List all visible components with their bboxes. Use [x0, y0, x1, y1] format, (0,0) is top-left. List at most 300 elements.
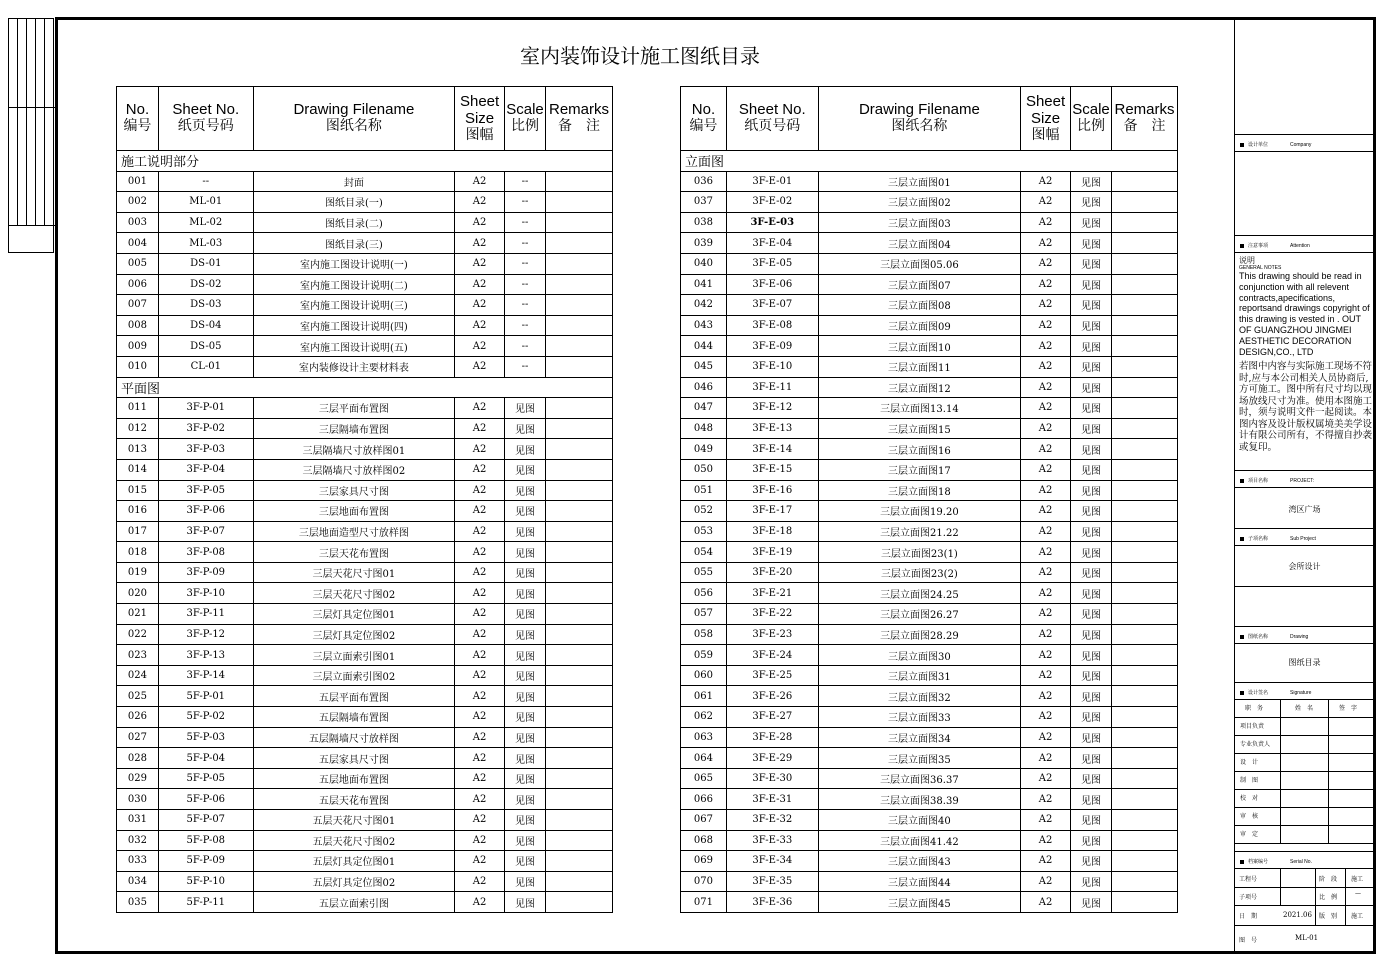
cell-size: A2 [455, 233, 505, 254]
table-row [117, 542, 613, 563]
cell-size: A2 [1021, 521, 1071, 542]
cell-remarks [1111, 336, 1177, 357]
cell-scale: 见图 [1071, 377, 1112, 398]
cell-size: A2 [455, 295, 505, 316]
cell-no: 025 [117, 686, 159, 707]
table-row [117, 871, 613, 892]
cell-remarks [546, 624, 613, 645]
cell-no: 001 [117, 171, 159, 192]
cell-no: 029 [117, 768, 159, 789]
cell-remarks [1111, 212, 1177, 233]
cell-size: A2 [455, 521, 505, 542]
table-row [681, 768, 1178, 789]
cell-scale: 见图 [1071, 439, 1112, 460]
drawing-no-label: 图 号 [1239, 937, 1258, 944]
table-row [117, 418, 613, 439]
cell-sheet-no: 3F-E-35 [726, 871, 818, 892]
table-row [117, 892, 613, 913]
cell-remarks [1111, 686, 1177, 707]
cell-no: 027 [117, 727, 159, 748]
strip-bottom [9, 225, 55, 254]
cell-sheet-no: 5F-P-05 [158, 768, 253, 789]
cell-remarks [546, 336, 613, 357]
table-row [681, 871, 1178, 892]
cell-sheet-no: 5F-P-08 [158, 830, 253, 851]
cell-filename: 室内施工图设计说明(五) [253, 336, 454, 357]
cell-scale: 见图 [1071, 253, 1112, 274]
cell-sheet-no: 3F-E-02 [726, 192, 818, 213]
cell-remarks [546, 480, 613, 501]
cell-filename: 三层立面图35 [818, 748, 1020, 769]
cell-sheet-no: 3F-E-03 [726, 212, 818, 233]
signature-role-row [1235, 790, 1374, 808]
cell-size: A2 [1021, 233, 1071, 254]
cell-scale: 见图 [505, 871, 546, 892]
cell-filename: 五层隔墙布置图 [253, 707, 454, 728]
cell-remarks [546, 727, 613, 748]
cell-sheet-no: 3F-P-07 [158, 521, 253, 542]
cell-sheet-no: DS-01 [158, 253, 253, 274]
cell-filename: 三层立面图11 [818, 356, 1020, 377]
cell-size: A2 [455, 748, 505, 769]
cell-size: A2 [455, 707, 505, 728]
cell-remarks [546, 645, 613, 666]
cell-size: A2 [1021, 542, 1071, 563]
table-row [681, 851, 1178, 872]
table-row [117, 274, 613, 295]
cell-sheet-no: DS-05 [158, 336, 253, 357]
cell-filename: 三层立面图04 [818, 233, 1020, 254]
cell-remarks [546, 542, 613, 563]
cell-remarks [546, 521, 613, 542]
cell-filename: 五层天花尺寸图02 [253, 830, 454, 851]
cell-no: 063 [681, 727, 727, 748]
cell-scale: 见图 [505, 727, 546, 748]
cell-scale: 见图 [1071, 212, 1112, 233]
cell-filename: 三层隔墙尺寸放样图02 [253, 459, 454, 480]
cell-filename: 三层立面图03 [818, 212, 1020, 233]
cell-filename: 三层立面图36.37 [818, 768, 1020, 789]
cell-scale: 见图 [1071, 830, 1112, 851]
cell-size: A2 [455, 810, 505, 831]
cell-filename: 三层立面图21.22 [818, 521, 1020, 542]
signature-role-label: 设 计 [1240, 759, 1259, 766]
signature-role-label: 校 对 [1240, 795, 1259, 802]
cell-no: 028 [117, 748, 159, 769]
cell-sheet-no: 3F-E-23 [726, 624, 818, 645]
signature-header [1235, 700, 1374, 718]
cell-sheet-no: 3F-P-08 [158, 542, 253, 563]
date-label: 日 期 [1239, 913, 1258, 920]
cell-size: A2 [1021, 562, 1071, 583]
table-row [117, 253, 613, 274]
cell-scale: 见图 [1071, 789, 1112, 810]
notes-text-zh: 若图中内容与实际施工现场不符时,应与本公司相关人员协商后,方可施工。图中所有尺寸均以现场放线尺寸为准。使用本图施工时，须与说明文件一起阅读。本图内容及设计版权属境美美学设计有限公司所有，不得擅自抄袭或复印。 [1239, 361, 1373, 453]
cell-filename: 三层立面图17 [818, 459, 1020, 480]
cell-scale: 见图 [505, 892, 546, 913]
cell-no: 041 [681, 274, 727, 295]
table-row [117, 356, 613, 377]
table-row [117, 727, 613, 748]
cell-sheet-no: DS-04 [158, 315, 253, 336]
table-row [117, 583, 613, 604]
edition-label: 版 别 [1319, 913, 1338, 920]
table-row [117, 398, 613, 419]
cell-remarks [1111, 295, 1177, 316]
cell-filename: 三层立面图43 [818, 851, 1020, 872]
table-row [681, 686, 1178, 707]
cell-sheet-no: 3F-E-19 [726, 542, 818, 563]
cell-no: 020 [117, 583, 159, 604]
table-row [681, 377, 1178, 398]
cell-remarks [546, 583, 613, 604]
cell-scale: 见图 [505, 748, 546, 769]
cell-scale: 见图 [1071, 604, 1112, 625]
cell-no: 066 [681, 789, 727, 810]
cell-size: A2 [455, 851, 505, 872]
cell-filename: 三层立面图15 [818, 418, 1020, 439]
cell-scale: 见图 [505, 851, 546, 872]
cell-remarks [1111, 418, 1177, 439]
cell-size: A2 [455, 480, 505, 501]
table-row [681, 439, 1178, 460]
header-sheet-no: Sheet No. 纸页号码 [726, 87, 818, 151]
cell-no: 060 [681, 665, 727, 686]
cell-filename: 三层天花布置图 [253, 542, 454, 563]
cell-sheet-no: 3F-E-13 [726, 418, 818, 439]
cell-sheet-no: 3F-E-01 [726, 171, 818, 192]
header-scale: Scale 比例 [505, 87, 546, 151]
project-value: 湾区广场 [1288, 505, 1321, 514]
table-row [117, 665, 613, 686]
cell-size: A2 [455, 212, 505, 233]
cell-remarks [1111, 459, 1177, 480]
table-row [117, 233, 613, 254]
cell-sheet-no: 3F-E-09 [726, 336, 818, 357]
stage-value: 施工 [1351, 876, 1364, 883]
cell-sheet-no: 3F-P-05 [158, 480, 253, 501]
header-no: No. 编号 [681, 87, 727, 151]
table-row [681, 727, 1178, 748]
cell-scale: 见图 [505, 810, 546, 831]
cell-size: A2 [455, 768, 505, 789]
cell-no: 012 [117, 418, 159, 439]
cell-filename: 室内施工图设计说明(二) [253, 274, 454, 295]
cell-size: A2 [455, 192, 505, 213]
cell-size: A2 [455, 789, 505, 810]
table-row [681, 192, 1178, 213]
table-row [117, 707, 613, 728]
cell-size: A2 [1021, 418, 1071, 439]
cell-remarks [546, 398, 613, 419]
cell-remarks [546, 171, 613, 192]
signature-role-label: 专业负责人 [1240, 741, 1271, 748]
table-row [117, 624, 613, 645]
cell-no: 045 [681, 356, 727, 377]
cell-size: A2 [1021, 892, 1071, 913]
serial-table [1235, 869, 1374, 951]
cell-filename: 三层立面图07 [818, 274, 1020, 295]
section-title: 立面图 [681, 151, 1178, 172]
cell-sheet-no: 5F-P-06 [158, 789, 253, 810]
cell-scale: 见图 [1071, 171, 1112, 192]
cell-remarks [546, 768, 613, 789]
signature-role-label: 项目负责 [1240, 723, 1265, 730]
header-no: No. 编号 [117, 87, 159, 151]
cell-sheet-no: 3F-E-14 [726, 439, 818, 460]
cell-sheet-no: 3F-P-04 [158, 459, 253, 480]
cell-sheet-no: 3F-E-27 [726, 707, 818, 728]
cell-remarks [546, 686, 613, 707]
cell-filename: 三层立面图24.25 [818, 583, 1020, 604]
cell-sheet-no: 3F-P-10 [158, 583, 253, 604]
cell-no: 013 [117, 439, 159, 460]
header-filename: Drawing Filename 图纸名称 [818, 87, 1020, 151]
cell-no: 033 [117, 851, 159, 872]
cell-remarks [546, 418, 613, 439]
header-sheet-no: Sheet No. 纸页号码 [158, 87, 253, 151]
cell-no: 068 [681, 830, 727, 851]
cell-scale: 见图 [1071, 356, 1112, 377]
cell-scale: 见图 [505, 830, 546, 851]
cell-sheet-no: 3F-E-34 [726, 851, 818, 872]
subproject-row: 子项名称 Sub Project [1235, 528, 1374, 546]
cell-scale: 见图 [505, 480, 546, 501]
cell-size: A2 [455, 624, 505, 645]
cell-size: A2 [455, 501, 505, 522]
cell-remarks [1111, 562, 1177, 583]
subitem-no-label: 子项号 [1239, 894, 1258, 901]
cell-scale: 见图 [505, 789, 546, 810]
cell-scale: -- [505, 233, 546, 254]
cell-scale: 见图 [1071, 707, 1112, 728]
cell-sheet-no: ML-03 [158, 233, 253, 254]
signature-col-label: 签 字 [1339, 705, 1358, 712]
table-row [117, 315, 613, 336]
cell-scale: 见图 [1071, 562, 1112, 583]
cell-size: A2 [455, 336, 505, 357]
cell-size: A2 [1021, 480, 1071, 501]
cell-remarks [546, 295, 613, 316]
signature-table [1235, 700, 1374, 844]
cell-sheet-no: 3F-E-06 [726, 274, 818, 295]
cell-no: 052 [681, 501, 727, 522]
cell-no: 032 [117, 830, 159, 851]
cell-no: 047 [681, 398, 727, 419]
cell-sheet-no: 3F-E-17 [726, 501, 818, 522]
cell-sheet-no: 5F-P-01 [158, 686, 253, 707]
table-row [681, 274, 1178, 295]
signature-role-row [1235, 718, 1374, 736]
cell-scale: -- [505, 295, 546, 316]
table-row [117, 501, 613, 522]
cell-filename: 五层灯具定位图02 [253, 871, 454, 892]
table-row [117, 830, 613, 851]
table-row [681, 295, 1178, 316]
subproject-value: 会所设计 [1288, 562, 1321, 571]
strip-cell [45, 19, 54, 107]
cell-no: 010 [117, 356, 159, 377]
cell-filename: 三层立面图05.06 [818, 253, 1020, 274]
table-row [117, 851, 613, 872]
cell-filename: 五层天花尺寸图01 [253, 810, 454, 831]
cell-remarks [546, 274, 613, 295]
cell-sheet-no: 3F-E-12 [726, 398, 818, 419]
cell-size: A2 [1021, 583, 1071, 604]
drawing-row: 图纸名称 Drawing [1235, 626, 1374, 644]
cell-size: A2 [1021, 830, 1071, 851]
cell-no: 019 [117, 562, 159, 583]
cell-size: A2 [455, 315, 505, 336]
cell-filename: 三层立面图13.14 [818, 398, 1020, 419]
cell-filename: 五层灯具定位图01 [253, 851, 454, 872]
cell-no: 067 [681, 810, 727, 831]
cell-filename: 五层平面布置图 [253, 686, 454, 707]
cell-no: 042 [681, 295, 727, 316]
cell-remarks [546, 707, 613, 728]
cell-remarks [546, 748, 613, 769]
table-row [117, 789, 613, 810]
cell-scale: 见图 [1071, 727, 1112, 748]
cell-scale: 见图 [505, 542, 546, 563]
signature-col-label: 姓 名 [1295, 705, 1314, 712]
table-row [681, 212, 1178, 233]
cell-no: 062 [681, 707, 727, 728]
table-row [117, 480, 613, 501]
cell-remarks [1111, 810, 1177, 831]
cell-no: 049 [681, 439, 727, 460]
cell-remarks [546, 871, 613, 892]
cell-sheet-no: 3F-E-11 [726, 377, 818, 398]
cell-filename: 三层隔墙尺寸放样图01 [253, 439, 454, 460]
cell-scale: 见图 [505, 707, 546, 728]
drawing-no-value: ML-01 [1295, 934, 1319, 942]
cell-no: 004 [117, 233, 159, 254]
stage-label: 阶 段 [1319, 876, 1338, 883]
cell-no: 059 [681, 645, 727, 666]
cell-filename: 三层立面图31 [818, 665, 1020, 686]
cell-size: A2 [455, 418, 505, 439]
cell-scale: 见图 [1071, 459, 1112, 480]
cell-remarks [1111, 377, 1177, 398]
cell-remarks [1111, 439, 1177, 460]
cell-sheet-no: 3F-E-33 [726, 830, 818, 851]
cell-no: 050 [681, 459, 727, 480]
cell-filename: 五层隔墙尺寸放样图 [253, 727, 454, 748]
table-row [681, 521, 1178, 542]
cell-remarks [1111, 645, 1177, 666]
table-row [681, 233, 1178, 254]
cell-size: A2 [455, 686, 505, 707]
cell-scale: 见图 [1071, 851, 1112, 872]
table-row [681, 748, 1178, 769]
cell-sheet-no: 3F-P-12 [158, 624, 253, 645]
cell-scale: 见图 [505, 459, 546, 480]
cell-sheet-no: 5F-P-04 [158, 748, 253, 769]
cell-filename: 三层平面布置图 [253, 398, 454, 419]
cell-no: 054 [681, 542, 727, 563]
cell-remarks [546, 233, 613, 254]
cell-filename: 三层立面图02 [818, 192, 1020, 213]
cell-sheet-no: DS-03 [158, 295, 253, 316]
cell-no: 053 [681, 521, 727, 542]
table-row [681, 645, 1178, 666]
cell-size: A2 [1021, 398, 1071, 419]
cell-sheet-no: ML-01 [158, 192, 253, 213]
cell-scale: 见图 [505, 583, 546, 604]
table-header [117, 87, 613, 151]
table-row [117, 336, 613, 357]
cell-filename: 室内装修设计主要材料表 [253, 356, 454, 377]
cell-scale: 见图 [505, 439, 546, 460]
cell-sheet-no: 3F-P-03 [158, 439, 253, 460]
cell-sheet-no: 5F-P-11 [158, 892, 253, 913]
cell-scale: 见图 [1071, 871, 1112, 892]
cell-scale: -- [505, 192, 546, 213]
cell-scale: 见图 [505, 768, 546, 789]
cell-filename: 三层立面图01 [818, 171, 1020, 192]
signature-row: 设计签名 Signature [1235, 682, 1374, 700]
cell-sheet-no: 3F-E-29 [726, 748, 818, 769]
cell-sheet-no: 3F-E-26 [726, 686, 818, 707]
table-row [117, 686, 613, 707]
scale-label: 比 例 [1319, 894, 1338, 901]
table-row [117, 521, 613, 542]
cell-size: A2 [1021, 686, 1071, 707]
cell-filename: 五层地面布置图 [253, 768, 454, 789]
cell-remarks [546, 830, 613, 851]
cell-filename: 三层立面图30 [818, 645, 1020, 666]
cell-no: 022 [117, 624, 159, 645]
cell-filename: 图纸目录(三) [253, 233, 454, 254]
cell-scale: 见图 [1071, 274, 1112, 295]
cell-remarks [546, 789, 613, 810]
cell-remarks [1111, 480, 1177, 501]
cell-scale: 见图 [1071, 686, 1112, 707]
title-block [1234, 20, 1373, 951]
cell-remarks [546, 810, 613, 831]
cell-sheet-no: 3F-E-07 [726, 295, 818, 316]
cell-filename: 三层立面图16 [818, 439, 1020, 460]
cell-size: A2 [455, 830, 505, 851]
cell-remarks [1111, 501, 1177, 522]
cell-size: A2 [455, 253, 505, 274]
cell-scale: -- [505, 253, 546, 274]
cell-scale: 见图 [505, 665, 546, 686]
signature-role-row [1235, 772, 1374, 790]
cell-filename: 三层天花尺寸图02 [253, 583, 454, 604]
cell-filename: 五层天花布置图 [253, 789, 454, 810]
notes-title-en: GENERAL NOTES [1239, 265, 1282, 271]
cell-size: A2 [455, 583, 505, 604]
cell-no: 035 [117, 892, 159, 913]
signature-role-row [1235, 736, 1374, 754]
cell-sheet-no: 3F-E-28 [726, 727, 818, 748]
cell-no: 006 [117, 274, 159, 295]
project-no-label: 工程号 [1239, 876, 1258, 883]
cell-no: 007 [117, 295, 159, 316]
cell-remarks [1111, 851, 1177, 872]
cell-no: 009 [117, 336, 159, 357]
table-row [117, 748, 613, 769]
cell-scale: -- [505, 336, 546, 357]
cell-size: A2 [1021, 727, 1071, 748]
cell-remarks [1111, 871, 1177, 892]
cell-scale: 见图 [505, 501, 546, 522]
cell-sheet-no: 3F-E-05 [726, 253, 818, 274]
cell-size: A2 [1021, 851, 1071, 872]
cell-no: 026 [117, 707, 159, 728]
